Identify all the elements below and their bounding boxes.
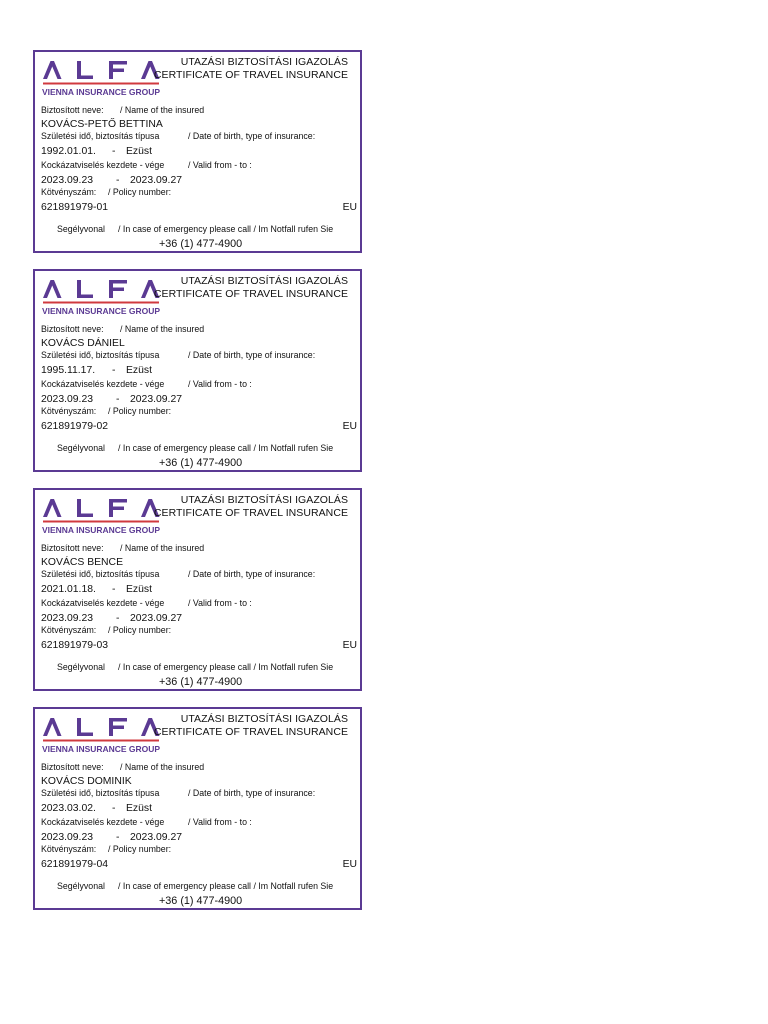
- dob-label-row: [41, 131, 315, 141]
- certificate-title: [154, 494, 348, 520]
- insured-label-hu: Biztosított neve:: [41, 324, 104, 334]
- dash: -: [112, 584, 116, 595]
- insured-label-row: [41, 762, 204, 772]
- policy-label-row: [41, 625, 171, 635]
- policy-label-row: [41, 406, 171, 416]
- emergency-label-en: / In case of emergency please call / Im Notfall rufen Sie: [118, 881, 334, 891]
- insurance-type: Ezüst: [126, 146, 152, 157]
- dob-label-hu: Születési idő, biztosítás típusa: [41, 131, 160, 141]
- certificate-title: [154, 275, 348, 301]
- valid-from: 2023.09.23: [41, 613, 94, 624]
- policy-label-en: / Policy number:: [108, 625, 172, 635]
- insured-label-en: / Name of the insured: [120, 762, 205, 772]
- valid-label-row: [41, 817, 252, 827]
- valid-label-hu: Kockázatviselés kezdete - vége: [41, 379, 165, 389]
- logo-subtitle: VIENNA INSURANCE GROUP: [42, 525, 161, 535]
- policy-label-hu: Kötvényszám:: [41, 625, 97, 635]
- insured-name: KOVÁCS-PETŐ BETTINA: [41, 119, 163, 130]
- insured-label-row: [41, 324, 204, 334]
- valid-from: 2023.09.23: [41, 394, 94, 405]
- dob-type-row: [41, 584, 152, 595]
- valid-to: 2023.09.27: [130, 613, 183, 624]
- emergency-label-hu: Segélyvonal: [57, 443, 105, 453]
- title-en: CERTIFICATE OF TRAVEL INSURANCE: [153, 288, 348, 300]
- valid-dates-row: [41, 613, 182, 624]
- title-hu: UTAZÁSI BIZTOSÍTÁSI IGAZOLÁS: [180, 56, 348, 68]
- policy-label-hu: Kötvényszám:: [41, 187, 97, 197]
- insurance-type: Ezüst: [126, 365, 152, 376]
- dash: -: [112, 803, 116, 814]
- emergency-phone: +36 (1) 477-4900: [159, 457, 243, 469]
- dob-label-row: [41, 788, 315, 798]
- insurance-card: [33, 269, 362, 472]
- valid-label-en: / Valid from - to :: [188, 817, 252, 827]
- valid-dates-row: [41, 175, 182, 186]
- insured-label-en: / Name of the insured: [120, 105, 205, 115]
- insured-label-hu: Biztosított neve:: [41, 105, 104, 115]
- policy-number: 621891979-02: [41, 421, 109, 432]
- insurance-card: [33, 707, 362, 910]
- valid-dates-row: [41, 394, 182, 405]
- region-badge: EU: [342, 202, 357, 213]
- dash: -: [112, 365, 116, 376]
- policy-label-en: / Policy number:: [108, 844, 172, 854]
- dob-label-row: [41, 569, 315, 579]
- insurance-type: Ezüst: [126, 803, 152, 814]
- logo-subtitle: VIENNA INSURANCE GROUP: [42, 744, 161, 754]
- title-en: CERTIFICATE OF TRAVEL INSURANCE: [153, 726, 348, 738]
- emergency-label-en: / In case of emergency please call / Im Notfall rufen Sie: [118, 224, 334, 234]
- policy-label-row: [41, 844, 171, 854]
- valid-label-row: [41, 598, 252, 608]
- dash: -: [116, 175, 120, 186]
- date-of-birth: 1992.01.01.: [41, 146, 96, 157]
- dob-label-en: / Date of birth, type of insurance:: [188, 350, 316, 360]
- insurance-card: [33, 488, 362, 691]
- valid-label-en: / Valid from - to :: [188, 379, 252, 389]
- insured-label-hu: Biztosított neve:: [41, 543, 104, 553]
- valid-label-hu: Kockázatviselés kezdete - vége: [41, 160, 165, 170]
- valid-from: 2023.09.23: [41, 832, 94, 843]
- dob-label-hu: Születési idő, biztosítás típusa: [41, 350, 160, 360]
- valid-to: 2023.09.27: [130, 394, 183, 405]
- alfa-logo: [41, 716, 161, 756]
- title-en: CERTIFICATE OF TRAVEL INSURANCE: [153, 507, 348, 519]
- emergency-phone: +36 (1) 477-4900: [159, 238, 243, 250]
- policy-number: 621891979-01: [41, 202, 109, 213]
- policy-label-en: / Policy number:: [108, 187, 172, 197]
- title-en: CERTIFICATE OF TRAVEL INSURANCE: [153, 69, 348, 81]
- logo-subtitle: VIENNA INSURANCE GROUP: [42, 306, 161, 316]
- dob-label-en: / Date of birth, type of insurance:: [188, 131, 316, 141]
- insured-label-en: / Name of the insured: [120, 324, 205, 334]
- certificate-title: [154, 713, 348, 739]
- insured-name: KOVÁCS DOMINIK: [41, 776, 132, 787]
- emergency-label-en: / In case of emergency please call / Im Notfall rufen Sie: [118, 662, 334, 672]
- emergency-label-row: [57, 881, 333, 891]
- emergency-label-en: / In case of emergency please call / Im Notfall rufen Sie: [118, 443, 334, 453]
- policy-label-hu: Kötvényszám:: [41, 406, 97, 416]
- valid-label-en: / Valid from - to :: [188, 598, 252, 608]
- dob-label-hu: Születési idő, biztosítás típusa: [41, 788, 160, 798]
- dash: -: [116, 613, 120, 624]
- policy-label-hu: Kötvényszám:: [41, 844, 97, 854]
- dash: -: [112, 146, 116, 157]
- valid-dates-row: [41, 832, 182, 843]
- valid-to: 2023.09.27: [130, 175, 183, 186]
- dob-type-row: [41, 803, 152, 814]
- emergency-label-hu: Segélyvonal: [57, 662, 105, 672]
- insured-name: KOVÁCS BENCE: [41, 557, 123, 568]
- dash: -: [116, 394, 120, 405]
- dob-type-row: [41, 146, 152, 157]
- policy-number: 621891979-03: [41, 640, 109, 651]
- date-of-birth: 2021.01.18.: [41, 584, 96, 595]
- valid-label-hu: Kockázatviselés kezdete - vége: [41, 817, 165, 827]
- valid-to: 2023.09.27: [130, 832, 183, 843]
- alfa-logo: [41, 497, 161, 537]
- dob-label-hu: Születési idő, biztosítás típusa: [41, 569, 160, 579]
- emergency-label-row: [57, 443, 333, 453]
- policy-label-en: / Policy number:: [108, 406, 172, 416]
- title-hu: UTAZÁSI BIZTOSÍTÁSI IGAZOLÁS: [180, 275, 348, 287]
- policy-label-row: [41, 187, 171, 197]
- logo-subtitle: VIENNA INSURANCE GROUP: [42, 87, 161, 97]
- region-badge: EU: [342, 859, 357, 870]
- valid-label-hu: Kockázatviselés kezdete - vége: [41, 598, 165, 608]
- insured-label-row: [41, 105, 204, 115]
- insured-label-hu: Biztosított neve:: [41, 762, 104, 772]
- certificate-title: [154, 56, 348, 82]
- insured-label-en: / Name of the insured: [120, 543, 205, 553]
- policy-number: 621891979-04: [41, 859, 109, 870]
- emergency-label-hu: Segélyvonal: [57, 881, 105, 891]
- dob-label-row: [41, 350, 315, 360]
- alfa-logo: [41, 278, 161, 318]
- dob-label-en: / Date of birth, type of insurance:: [188, 788, 316, 798]
- valid-label-en: / Valid from - to :: [188, 160, 252, 170]
- insured-name: KOVÁCS DÁNIEL: [41, 338, 125, 349]
- valid-from: 2023.09.23: [41, 175, 94, 186]
- alfa-logo: [41, 59, 161, 99]
- dob-label-en: / Date of birth, type of insurance:: [188, 569, 316, 579]
- title-hu: UTAZÁSI BIZTOSÍTÁSI IGAZOLÁS: [180, 713, 348, 725]
- emergency-label-row: [57, 662, 333, 672]
- region-badge: EU: [342, 640, 357, 651]
- emergency-label-hu: Segélyvonal: [57, 224, 105, 234]
- insured-label-row: [41, 543, 204, 553]
- insurance-type: Ezüst: [126, 584, 152, 595]
- valid-label-row: [41, 160, 252, 170]
- dob-type-row: [41, 365, 152, 376]
- title-hu: UTAZÁSI BIZTOSÍTÁSI IGAZOLÁS: [180, 494, 348, 506]
- emergency-phone: +36 (1) 477-4900: [159, 895, 243, 907]
- emergency-phone: +36 (1) 477-4900: [159, 676, 243, 688]
- emergency-label-row: [57, 224, 333, 234]
- date-of-birth: 1995.11.17.: [41, 365, 96, 376]
- insurance-card: [33, 50, 362, 253]
- dash: -: [116, 832, 120, 843]
- region-badge: EU: [342, 421, 357, 432]
- date-of-birth: 2023.03.02.: [41, 803, 96, 814]
- valid-label-row: [41, 379, 252, 389]
